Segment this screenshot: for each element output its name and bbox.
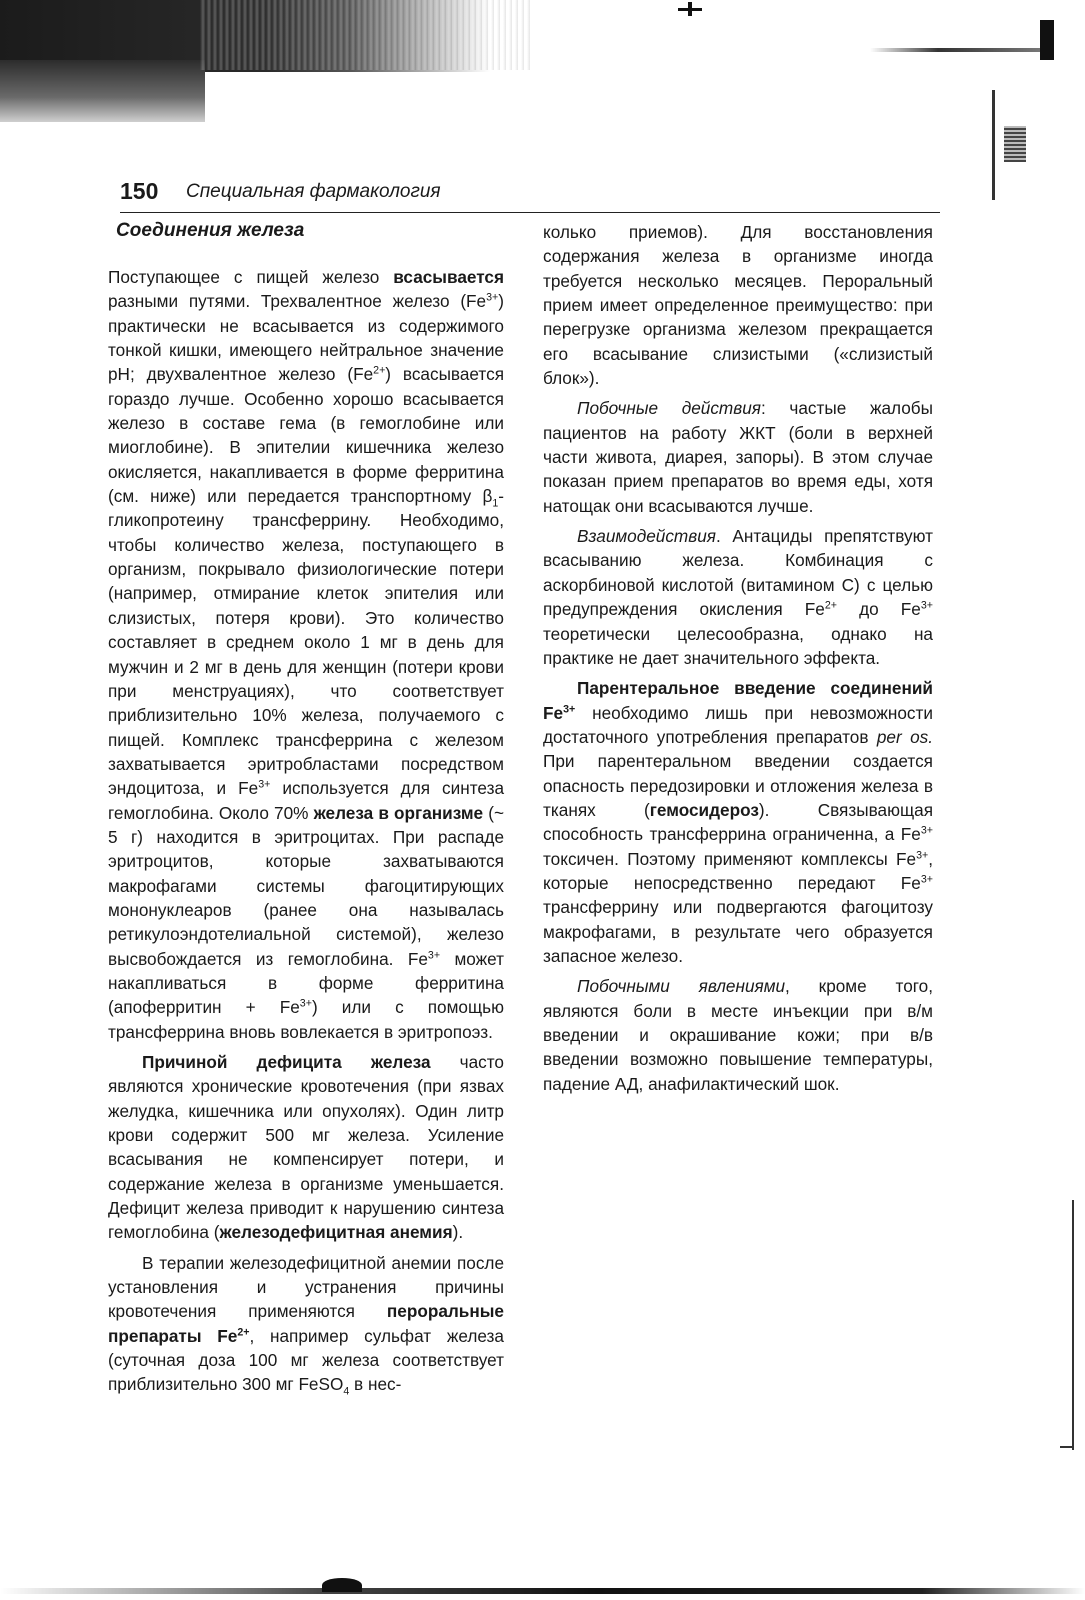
scan-mark [678, 8, 702, 11]
paragraph-adverse-effects: Побочными явлениями, кроме того, являются боли в месте инъекции при в/м введении и окрашивание кожи; при в/в введении возможно повышение температуры, падение АД, анафилактический шок. [543, 976, 933, 1094]
paragraph-side-effects: Побочные действия: частые жалобы пациентов на работу ЖКТ (боли в верхней части живота, диарея, запоры). В этом случае показан прием препаратов во время еды, хотя натощак они всасываются лучше. [543, 398, 933, 516]
paragraph-parenteral: Парентеральное введение соединений $Fe^{3+}$ необходимо лишь при невозможности достаточного употребления препаратов per os. При парентеральном введении создается опасность передозировки и отложения железа в тканях (гемосидероз). Связывающая способность трансферрина ограниченна, а $Fe^{3+}$ токсичен. Поэтому применяют комплексы $Fe^{3+}$, которые непосредственно передают $Fe^{3+}$ трансферрину или подвергаются фагоцитозу макрофагами, в результате чего образуется запасное железо. [543, 678, 933, 966]
scan-artifact-right-strip [992, 90, 995, 200]
scan-artifact-bottom [0, 1588, 1085, 1594]
paragraph-interactions: Взаимодействия. Антациды препятствуют всасыванию железа. Комбинация с аскорбиновой кислотой (витамином С) с целью предупреждения окисления $Fe^{2+}$ до $Fe^{3+}$ теоретически целесообразна, однако на практике не дает значительного эффекта. [543, 526, 933, 668]
scan-artifact-bottom-blob [322, 1578, 362, 1592]
text-column-right [543, 220, 933, 1096]
page-header [120, 178, 940, 213]
scan-artifact-right-box [1004, 126, 1026, 162]
scan-noise [200, 0, 530, 70]
scan-artifact-right-edge [1072, 1200, 1074, 1450]
scan-artifact-right-line [870, 48, 1040, 52]
page-number: 150 [120, 178, 159, 204]
paragraph-absorption: Поступающее с пищей железо всасывается разными путями. Трехвалентное железо $(Fe^{3+})$ практически не всасывается из содержимого тонкой кишки, имеющего нейтральное значение pH; двухвалентное железо $(Fe^{2+})$ всасывается гораздо лучше. Особенно хорошо всасывается железо в составе гема (в гемоглобине или миоглобине). В эпителии кишечника железо окисляется, накапливается в форме ферритина (см. ниже) или передается транспортному $\beta_1$-гликопротеину трансферрину. Необходимо, чтобы количество железа, поступающего в организм, покрывало физиологические потери (например, отмирание клеток эпителия или слизистых, потеря крови). Это количество составляет в среднем около 1 мг в день для мужчин и 2 мг в день для женщин (потери крови при менструациях), что соответствует приблизительно 10% железа, получаемого с пищей. Комплекс трансферрина с железом захватывается эритробластами посредством эндоцитоза, и $Fe^{3+}$ используется для синтеза гемоглобина. Около 70% железа в организме (~ 5 г) находится в эритроцитах. При распаде эритроцитов, которые захватываются макрофагами системы фагоцитирующих мононуклеаров (ранее она называлась ретикулоэндотелиальной системой), железо высвобождается из гемоглобина. $Fe^{3+}$ может накапливаться в форме ферритина (апоферритин + $Fe^{3+}$) или с помощью трансферрина вновь вовлекается в эритропоэз. [108, 267, 505, 1042]
paragraph-therapy: В терапии железодефицитной анемии после установления и устранения причины кровотечения применяются пероральные препараты $Fe^{2+}$, например сульфат железа (суточная доза 100 мг железа соответствует приблизительно 300 мг FeSO$_4$ в нес- [108, 1252, 504, 1398]
scan-artifact-right [1040, 20, 1054, 60]
therapy-continuation-left: в нес- [349, 1374, 402, 1395]
paragraph-deficiency: Причиной дефицита железа часто являются хронические кровотечения (при язвах желудка, кишечника или опухолях). Один литр крови содержит 500 мг железа. Усиление всасывания не компенсирует потери, и содержание железа в организме уменьшается. Дефицит железа приводит к нарушению синтеза гемоглобина (железодефицитная анемия). [108, 1052, 504, 1243]
paragraph-therapy-continued [543, 220, 933, 390]
running-title: Специальная фармакология [186, 181, 441, 202]
therapy-continuation-right: колько приемов). Для восстановления содержания железа в организме иногда требуется несколько месяцев. Пероральный прием имеет определенное преимущество: при перегрузке организма железом прекращается его всасывание слизистыми («слизистый блок»). [543, 222, 933, 389]
text-column-left [108, 220, 504, 1397]
scan-artifact-top-left [0, 60, 205, 122]
section-title: Соединения железа [116, 220, 305, 241]
scan-artifact-right-edge [1060, 1446, 1074, 1448]
